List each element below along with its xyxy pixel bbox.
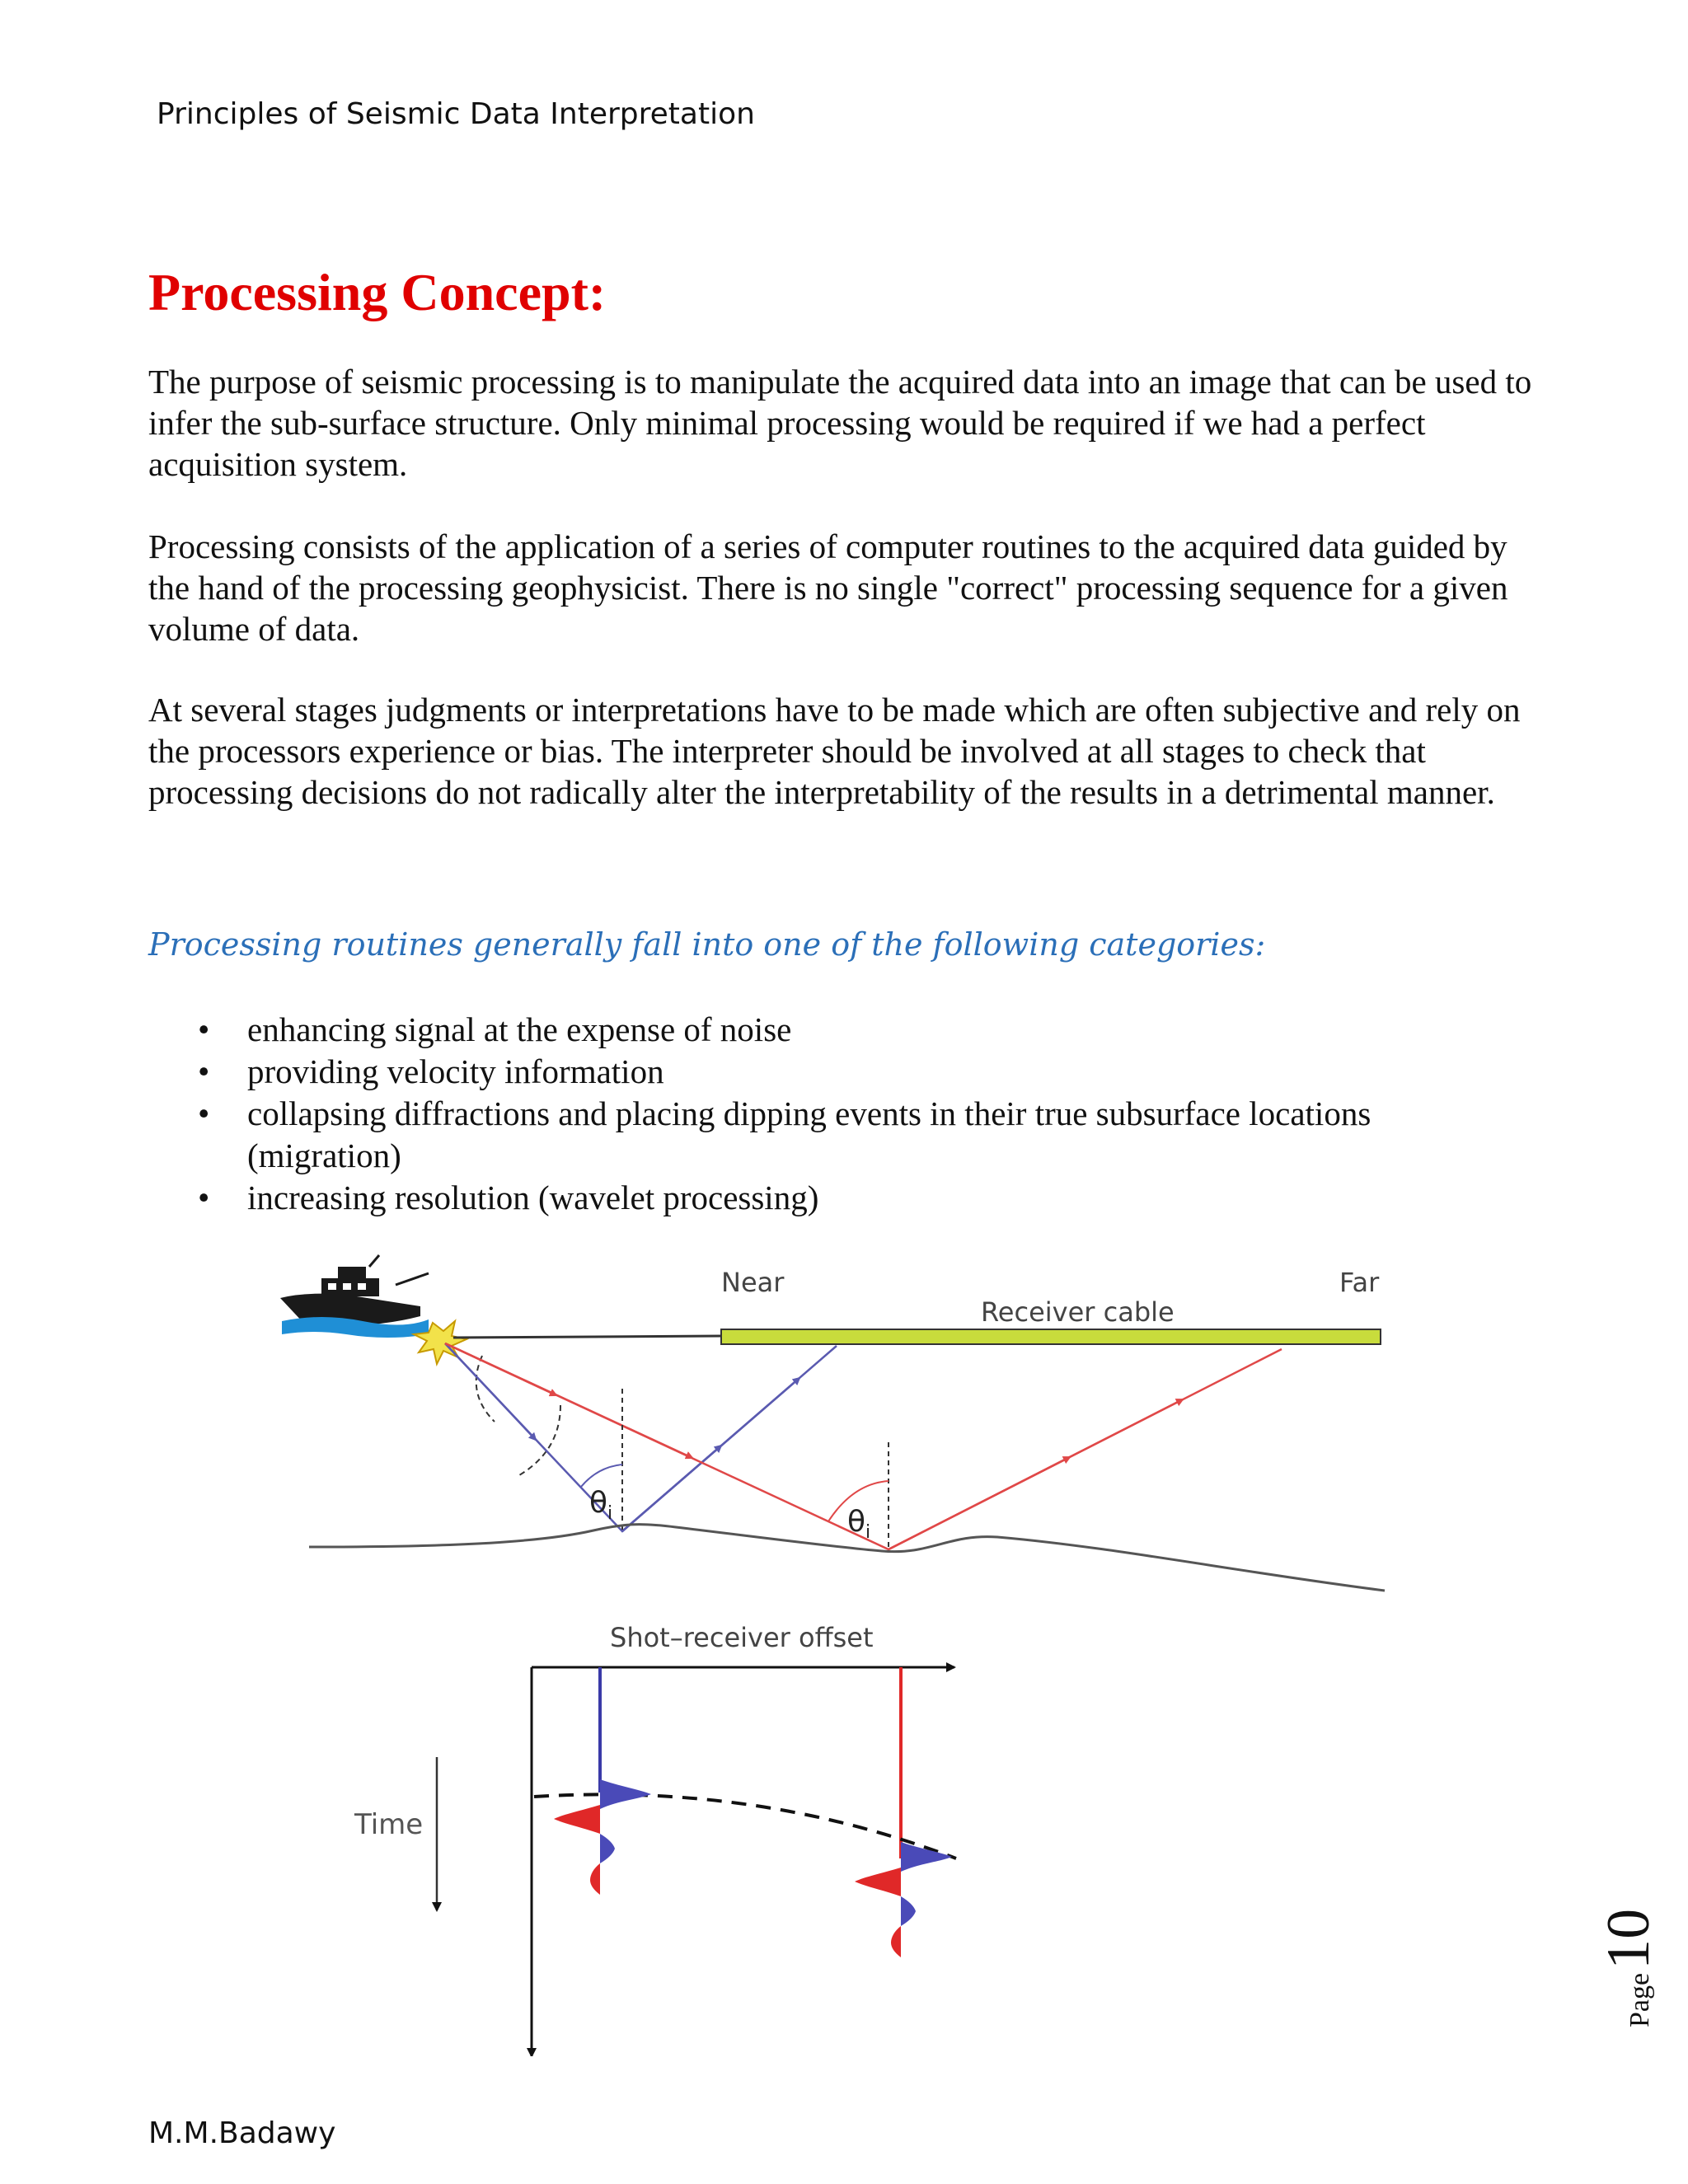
theta-label-far: $\theta_i$ (847, 1505, 871, 1543)
boat-icon (280, 1255, 429, 1326)
page-number (1594, 1908, 1664, 2027)
footer-author: M.M.Badawy (148, 2116, 336, 2150)
near-label: Near (721, 1267, 785, 1298)
section-title: Processing Concept: (148, 263, 607, 321)
far-wavelet (855, 1842, 952, 1957)
offset-axis-label: Shot–receiver offset (610, 1622, 874, 1653)
list-item: • collapsing diffractions and placing dipping events in their true subsurface locations (migration) (198, 1094, 1372, 1174)
page-number-value: 10 (1595, 1908, 1662, 1970)
receiver-cable (721, 1329, 1381, 1344)
far-label: Far (1339, 1267, 1380, 1298)
water-icon (282, 1317, 429, 1338)
category-list (148, 1009, 1508, 1219)
list-item: • increasing resolution (wavelet processing) (198, 1179, 819, 1216)
angle-arc-near (581, 1465, 622, 1487)
list-intro: Processing routines generally fall into one of the following categories: (148, 926, 1266, 963)
list-item: • enhancing signal at the expense of noise (198, 1010, 792, 1048)
tow-line (453, 1336, 721, 1338)
page-label: Page (1625, 1972, 1655, 2027)
seismic-figure (247, 1249, 1434, 2060)
receiver-cable-label: Receiver cable (981, 1296, 1175, 1328)
running-header: Principles of Seismic Data Interpretation (157, 97, 755, 131)
paragraph-3: At several stages judgments or interpretations have to be made which are often subjective and rely on the processors experience or bias. The interpreter should be involved at all stages to check that processing decisions do not radically alter the interpretability of the results in a detrimental manner. (148, 691, 1521, 811)
list-item: • providing velocity information (198, 1052, 664, 1090)
paragraph-2: Processing consists of the application of a series of computer routines to the acquired data guided by the hand of the processing geophysicist. There is no single "correct" processing sequence for a given volume of data. (148, 527, 1508, 648)
paragraph-1: The purpose of seismic processing is to manipulate the acquired data into an image that can be used to infer the sub-surface structure. Only minimal processing would be required if we had a perfect acquisition system. (148, 363, 1532, 483)
theta-label-near: $\theta_i$ (589, 1486, 613, 1524)
time-label: Time (354, 1808, 424, 1841)
wavefront-arc (519, 1405, 560, 1475)
